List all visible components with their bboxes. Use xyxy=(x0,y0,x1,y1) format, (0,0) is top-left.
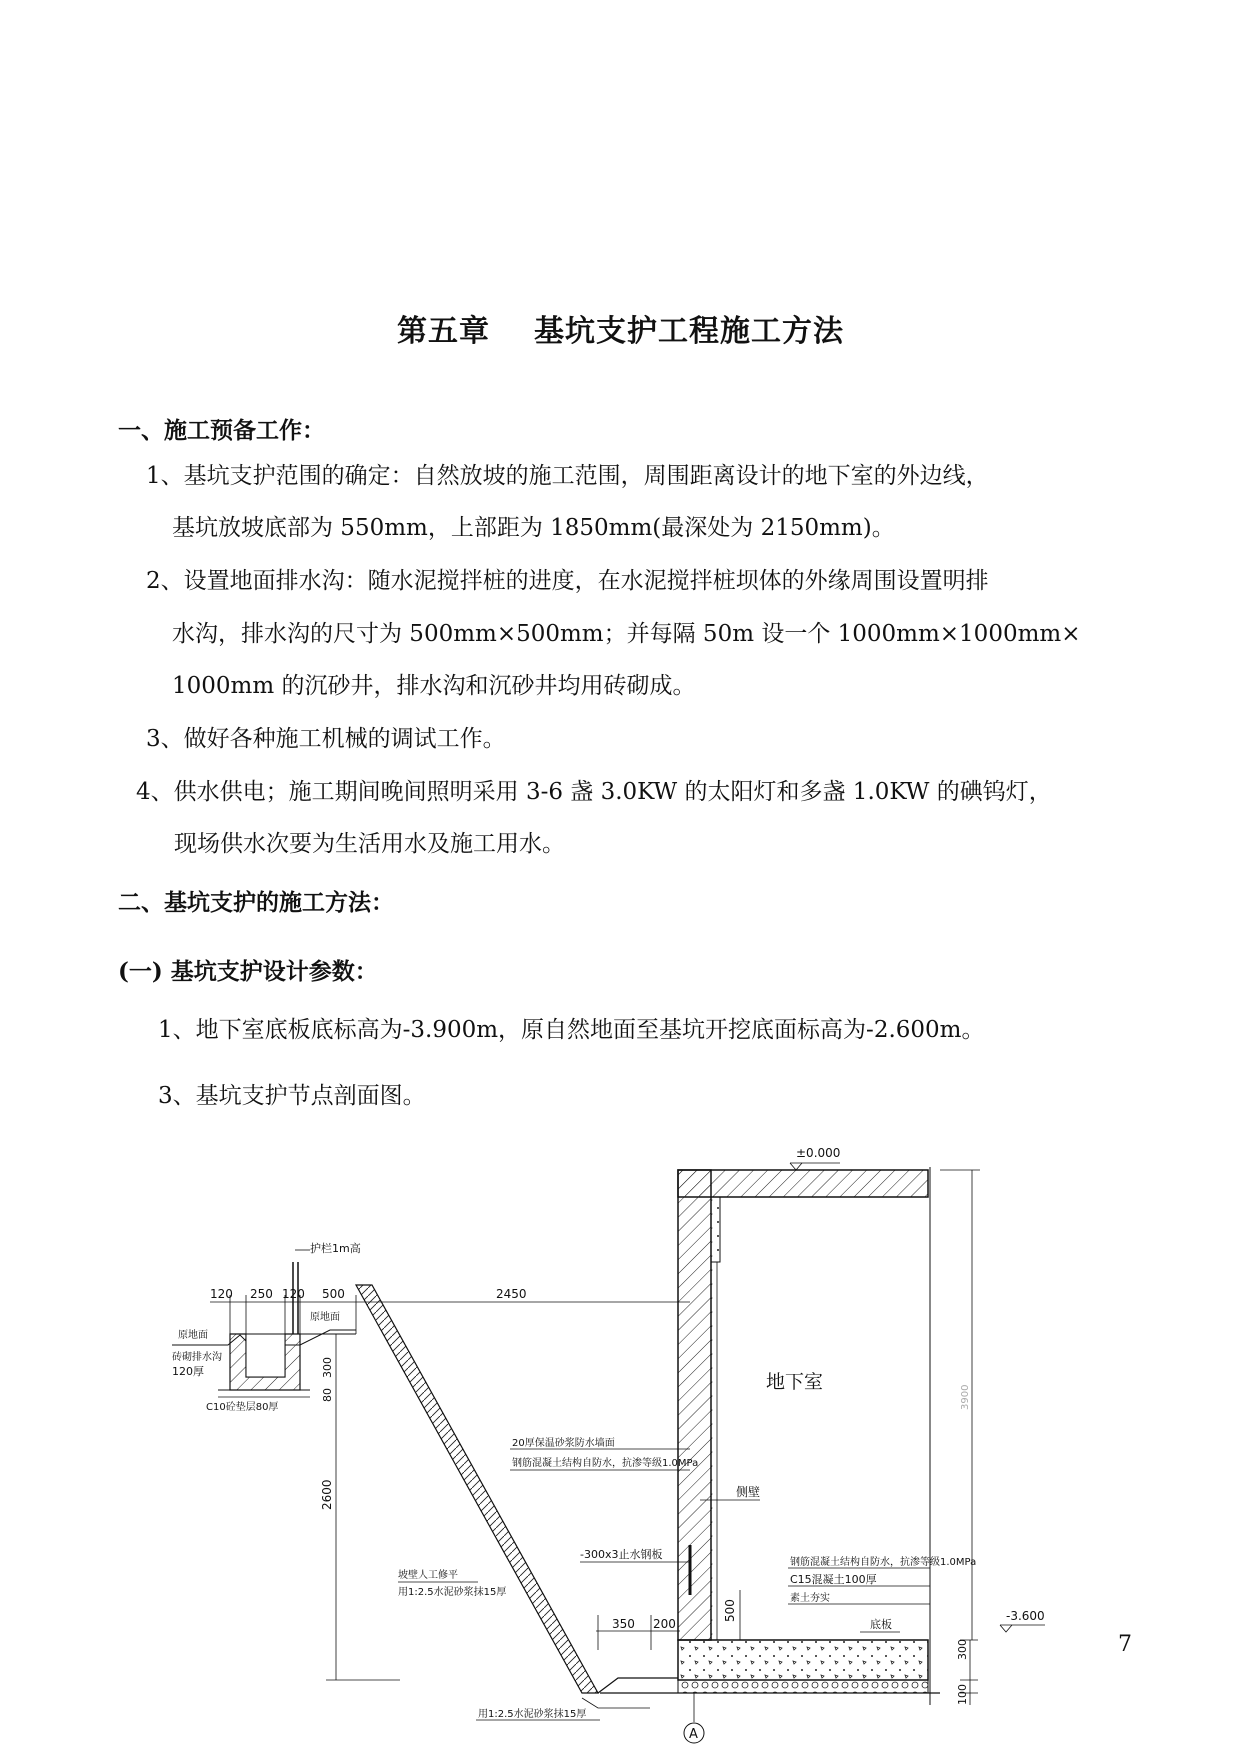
s1-item4-line2: 现场供水次要为生活用水及施工用水。 xyxy=(174,831,565,857)
right-dimension xyxy=(940,1170,980,1640)
label-ditch-thk: 120厚 xyxy=(172,1365,204,1378)
dim-350: 350 xyxy=(612,1617,635,1631)
outer-wall xyxy=(678,1170,711,1640)
label-floor1: 钢筋混凝土结构自防水，抗渗等级1.0MPa xyxy=(790,1557,977,1568)
s2-item1: 1、地下室底板底标高为-3.900m，原自然地面至基坑开挖底面标高为-2.600m。 xyxy=(158,1017,985,1043)
s1-item2-line3: 1000mm 的沉砂井，排水沟和沉砂井均用砖砌成。 xyxy=(172,673,696,699)
top-dimension xyxy=(210,1287,690,1334)
label-slope2: 用1:2.5水泥砂浆抹15厚 xyxy=(398,1587,507,1598)
label-slab: 底板 xyxy=(870,1618,892,1631)
s1-item3-line1: 3、做好各种施工机械的调试工作。 xyxy=(146,726,506,752)
label-wall-finish2: 钢筋混凝土结构自防水，抗渗等级1.0MPa xyxy=(512,1458,699,1469)
excavation-slope xyxy=(356,1285,678,1708)
base-slab xyxy=(678,1640,928,1680)
dim-300: 300 xyxy=(321,1357,334,1378)
label-wall-finish1: 20厚保温砂浆防水墙面 xyxy=(512,1438,615,1449)
elev-top: ±0.000 xyxy=(796,1146,841,1160)
gravel-layer xyxy=(678,1680,928,1693)
s1-item2-line2: 水沟，排水沟的尺寸为 500mm×500mm；并每隔 50m 设一个 1000mm×1000mm× xyxy=(172,621,1081,647)
dim-500: 500 xyxy=(322,1287,345,1301)
label-c10: C10砼垫层80厚 xyxy=(206,1402,279,1413)
label-ditch: 砖砌排水沟 xyxy=(172,1352,222,1363)
label-floor3: 素土夯实 xyxy=(790,1593,830,1604)
dim-250: 250 xyxy=(250,1287,273,1301)
dim-120a: 120 xyxy=(210,1287,233,1301)
dim-3900: 3900 xyxy=(960,1384,971,1410)
left-dimensions xyxy=(320,1334,400,1680)
railing-label: 护栏1m高 xyxy=(310,1242,361,1255)
label-floor2: C15混凝土100厚 xyxy=(790,1573,877,1586)
dim-2600: 2600 xyxy=(320,1479,334,1510)
axis-label: A xyxy=(689,1727,698,1742)
dim-500: 500 xyxy=(723,1599,737,1622)
page-number: 7 xyxy=(1118,1632,1132,1657)
s1-item1-line1: 1、基坑支护范围的确定：自然放坡的施工范围，周围距离设计的地下室的外边线， xyxy=(146,463,989,489)
s1-item4-line1: 4、供水供电；施工期间晚间照明采用 3-6 盏 3.0KW 的太阳灯和多盏 1.0KW 的碘钨灯， xyxy=(136,779,1052,805)
label-sidewall: 侧壁 xyxy=(736,1485,761,1499)
dim-80: 80 xyxy=(321,1388,334,1402)
dim-120b: 120 xyxy=(282,1287,305,1301)
dim-200: 200 xyxy=(653,1617,676,1631)
section2-subheading: (一) 基坑支护设计参数： xyxy=(118,958,378,985)
dim-100: 100 xyxy=(956,1684,969,1705)
label-basement: 地下室 xyxy=(766,1371,824,1393)
s1-item2-line1: 2、设置地面排水沟：随水泥搅拌桩的进度，在水泥搅拌桩坝体的外缘周围设置明排 xyxy=(146,568,989,594)
label-slope1: 坡壁人工修平 xyxy=(398,1570,458,1581)
dim-2450: 2450 xyxy=(496,1287,527,1301)
section1-heading: 一、施工预备工作： xyxy=(118,417,325,444)
chapter-number: 第五章 xyxy=(397,314,490,349)
s1-item1-line2: 基坑放坡底部为 550mm，上部距为 1850mm(最深处为 2150mm)。 xyxy=(172,515,895,541)
dim-300b: 300 xyxy=(956,1639,969,1660)
label-ground2: 原地面 xyxy=(310,1312,340,1323)
s2-item2: 3、基坑支护节点剖面图。 xyxy=(158,1083,426,1109)
section2-heading: 二、基坑支护的施工方法： xyxy=(118,889,394,916)
label-bottom: 用1:2.5水泥砂浆抹15厚 xyxy=(478,1709,587,1720)
roof-slab xyxy=(678,1170,928,1197)
elev-bottom: -3.600 xyxy=(1006,1609,1045,1623)
label-ground1: 原地面 xyxy=(178,1330,208,1341)
label-waterstop: -300x3止水钢板 xyxy=(580,1548,663,1561)
chapter-name: 基坑支护工程施工方法 xyxy=(534,314,844,349)
